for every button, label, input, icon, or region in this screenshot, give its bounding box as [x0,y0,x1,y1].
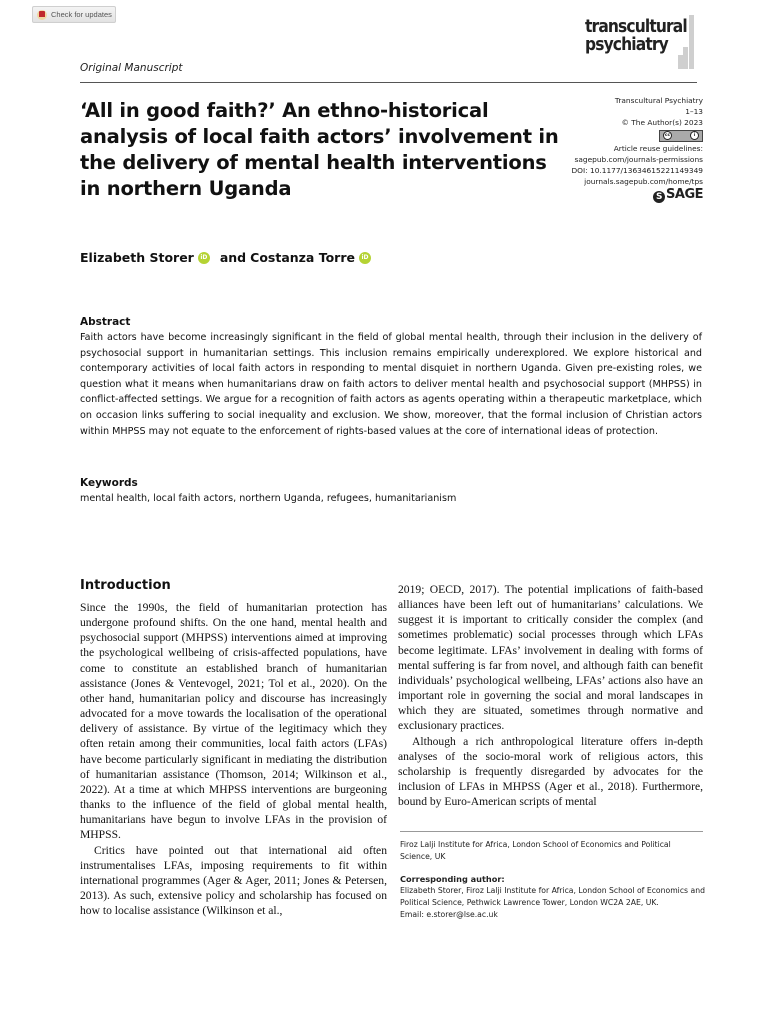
keywords-text: mental health, local faith actors, northern Uganda, refugees, humanitarianism [80,493,457,504]
journal-homepage-link[interactable]: journals.sagepub.com/home/tps [584,176,703,186]
orcid-icon[interactable]: iD [359,252,371,264]
reuse-guidelines-label: Article reuse guidelines: [613,143,703,153]
orcid-icon[interactable]: iD [198,252,210,264]
introduction-heading: Introduction [80,578,171,593]
body-paragraph: Critics have pointed out that international aid often instrumentalises LFAs, imposing requirements to fit within international programmes (Ager & Ager, 2011; Jones & Petersen, 2013). As such, extensive policy and scholarship has focused on how to localise assistance (Wilkinson et al., [80,843,387,918]
sage-s-icon: S [653,191,665,203]
body-paragraph: 2019; OECD, 2017). The potential implications of faith-based alliances have been left out of humanitarians’ calculations. We suggest it is important to critically consider the complex (and sometimes problematic) social processes through which LFAs become legitimate. LFAs’ involvement in dealing with forms of mental suffering is far from novel, and although faith can benefit individuals’ psychological wellbeing, LFAs’ actions also have an important role in governing the social and moral landscapes in which they are situated, sometimes through normative and exclusionary practices. [398,583,703,733]
corresponding-author-address: Elizabeth Storer, Firoz Lalji Institute for Africa, London School of Economics and Political Science, Pethwick Lawrence Tower, London WC2A 2AE, UK. [400,886,705,907]
section-label: Original Manuscript [80,62,183,74]
journal-logo [585,18,687,54]
body-column-right [398,582,703,809]
creative-commons-icon: cc [664,133,671,138]
journal-logo-line2: psychiatry [585,34,668,55]
corresponding-author-heading: Corresponding author: [400,874,505,884]
journal-logo-bars-icon [678,15,694,69]
journal-meta [571,95,703,203]
attribution-icon: i [690,131,699,140]
author-connector: and [219,250,247,265]
journal-logo-line1: transcultural [585,16,687,37]
abstract-text: Faith actors have become increasingly significant in the field of global mental health, through their inclusion in the delivery of psychosocial support in humanitarian settings. This inclusion remains empirically underexplored. We explore historical and contemporary activities of local faith actors in responding to mental disquiet in northern Uganda. Given pre-existing roles, we question what it means when humanitarians draw on faith actors to deliver mental health and psychosocial support (MHPSS) in conflict-affected settings. We argue for a recognition of faith actors as agents operating within a therapeutic marketplace, which on occasion links suffering to social inequality and exclusion. We show, moreover, that the formal inclusion of Christian actors within MHPSS may not equate to the enforcement of rights-based values at the core of international ideas of protection. [80,332,702,437]
body-paragraph: Although a rich anthropological literature offers in-depth analyses of the socio-moral work of religious actors, this scholarship is frequently disregarded by advocates for the inclusion of LFAs in MHPSS (Ager et al., 2018). Furthermore, bound by Euro-American scripts of mental [398,734,703,809]
abstract-heading: Abstract [80,316,131,328]
article-title: ‘All in good faith?’ An ethno-historical analysis of local faith actors’ involvement in the delivery of mental health interventions in northern Uganda [80,99,559,200]
doi[interactable]: DOI: 10.1177/13634615221149349 [571,165,703,175]
publisher-logo [571,187,703,203]
copyright: © The Author(s) 2023 [621,118,703,127]
journal-name: Transcultural Psychiatry [614,96,703,105]
footnote-divider [400,831,703,832]
corresponding-author-email[interactable]: Email: e.storer@lse.ac.uk [400,910,498,919]
keywords-section [80,476,702,506]
reuse-guidelines-link[interactable]: sagepub.com/journals-permissions [574,154,703,164]
keywords-heading: Keywords [80,477,138,489]
check-for-updates-button[interactable] [32,6,116,23]
body-column-left [80,600,387,918]
author-affiliation: Firoz Lalji Institute for Africa, London School of Economics and Political Science, UK [400,840,671,861]
abstract-section [80,315,702,439]
page-range: 1–13 [685,107,703,116]
footnotes [400,839,705,921]
author-list [80,250,377,265]
check-for-updates-label: Check for updates [51,10,112,19]
header-divider [80,82,697,83]
body-paragraph: Since the 1990s, the field of humanitarian protection has undergone profound shifts. On the one hand, mental health and psychosocial support (MHPSS) interventions aimed at improving the psychological wellbeing of crisis-affected populations, have come to constitute an established branch of humanitarian assistance (Jones & Ventevogel, 2021; Tol et al., 2020). On the other hand, humanitarian policy and discourse has increasingly advocated for a move towards the localisation of the operational delivery of assistance. By virtue of the legitimacy which they often retain among their communities, local faith actors (LFAs) have become particularly significant in mediating the distribution of humanitarian assistance (Thomson, 2014; Wilkinson et al., 2022). At a time at which MHPSS interventions are burgeoning thanks to the influence of the field of global mental health, humanitarians have begun to involve LFAs in the provision of MHPSS. [80,601,387,842]
author-name[interactable]: Elizabeth Storer [80,250,194,265]
publisher-name: SAGE [666,186,703,202]
creative-commons-badge[interactable] [659,130,703,142]
author-name[interactable]: Costanza Torre [250,250,355,265]
crossmark-icon [37,10,47,20]
